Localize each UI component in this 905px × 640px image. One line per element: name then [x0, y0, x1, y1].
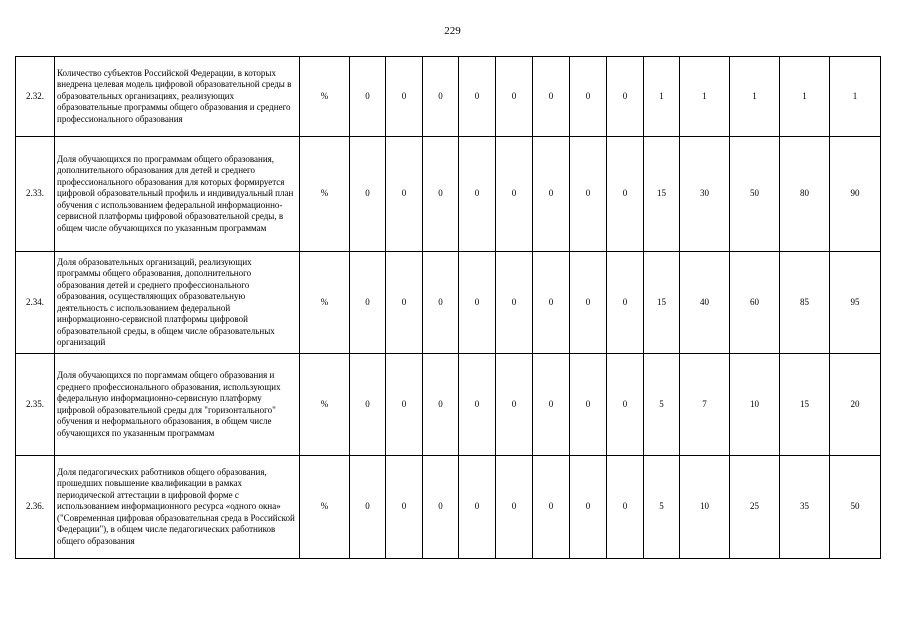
- value-cell: 50: [830, 456, 881, 559]
- value-cell: 30: [680, 137, 730, 252]
- value-cell: 0: [423, 456, 459, 559]
- table-row: [16, 252, 881, 354]
- value-cell: 20: [830, 354, 881, 456]
- row-number: 2.33.: [16, 137, 55, 252]
- table-row: [16, 137, 881, 252]
- value-cell: 60: [730, 252, 780, 354]
- value-cell: 0: [533, 354, 570, 456]
- row-number: 2.34.: [16, 252, 55, 354]
- table-row: [16, 354, 881, 456]
- value-cell: 0: [607, 57, 644, 137]
- value-cell: 1: [830, 57, 881, 137]
- value-cell: 0: [496, 354, 533, 456]
- value-cell: 0: [386, 354, 423, 456]
- table-row: [16, 456, 881, 559]
- value-cell: 0: [533, 137, 570, 252]
- value-cell: 25: [730, 456, 780, 559]
- value-cell: 0: [607, 354, 644, 456]
- unit-cell: %: [300, 57, 350, 137]
- value-cell: 0: [423, 252, 459, 354]
- value-cell: 15: [780, 354, 830, 456]
- value-cell: 1: [780, 57, 830, 137]
- value-cell: 10: [680, 456, 730, 559]
- unit-cell: %: [300, 137, 350, 252]
- value-cell: 0: [350, 137, 386, 252]
- value-cell: 0: [496, 137, 533, 252]
- value-cell: 0: [570, 252, 607, 354]
- value-cell: 0: [386, 252, 423, 354]
- value-cell: 0: [350, 252, 386, 354]
- indicator-description: Количество субъектов Российской Федерации, в которых внедрена целевая модель цифровой образовательной среды в образовательных организациях, реализующих образовательные программы общего образования и среднего профессионального образования: [55, 57, 300, 137]
- value-cell: 0: [423, 57, 459, 137]
- value-cell: 0: [350, 354, 386, 456]
- value-cell: 5: [644, 354, 680, 456]
- value-cell: 0: [570, 137, 607, 252]
- value-cell: 0: [570, 456, 607, 559]
- value-cell: 40: [680, 252, 730, 354]
- row-number: 2.35.: [16, 354, 55, 456]
- value-cell: 95: [830, 252, 881, 354]
- value-cell: 0: [570, 354, 607, 456]
- unit-cell: %: [300, 354, 350, 456]
- indicator-description: Доля обучающихся по программам общего образования, дополнительного образования для детей и среднего профессионального образования для которых формируется цифровой образовательный профиль и индивидуальный план обучения с использованием федеральной информационно-сервисной платформы цифровой образовательной среды, в общем числе обучающихся по указанным программам: [55, 137, 300, 252]
- value-cell: 0: [459, 137, 496, 252]
- indicator-description: Доля обучающихся по поргаммам общего образования и среднего профессионального образования, использующих федеральную информационно-сервисную платформу цифровой образовательной среды для "горизонтального" обучения и неформального образования, в общем числе обучающихся по указанным программам: [55, 354, 300, 456]
- value-cell: 0: [386, 137, 423, 252]
- value-cell: 0: [607, 252, 644, 354]
- value-cell: 15: [644, 137, 680, 252]
- row-number: 2.32.: [16, 57, 55, 137]
- unit-cell: %: [300, 456, 350, 559]
- value-cell: 1: [644, 57, 680, 137]
- value-cell: 0: [459, 456, 496, 559]
- value-cell: 0: [423, 354, 459, 456]
- unit-cell: %: [300, 252, 350, 354]
- value-cell: 0: [533, 456, 570, 559]
- indicators-table: [15, 56, 881, 559]
- indicator-description: Доля образовательных организаций, реализующих программы общего образования, дополнительного образования детей и среднего профессионального образования, осуществляющих образовательную деятельность с использованием федеральной информационно-сервисной платформы цифровой образовательной среды, в общем числе образовательных организаций: [55, 252, 300, 354]
- value-cell: 35: [780, 456, 830, 559]
- value-cell: 0: [350, 57, 386, 137]
- value-cell: 0: [496, 252, 533, 354]
- value-cell: 0: [496, 456, 533, 559]
- value-cell: 0: [533, 252, 570, 354]
- value-cell: 0: [533, 57, 570, 137]
- value-cell: 85: [780, 252, 830, 354]
- value-cell: 0: [607, 456, 644, 559]
- page-number: 229: [444, 25, 461, 37]
- value-cell: 7: [680, 354, 730, 456]
- table-row: [16, 57, 881, 137]
- value-cell: 0: [496, 57, 533, 137]
- value-cell: 1: [680, 57, 730, 137]
- value-cell: 15: [644, 252, 680, 354]
- value-cell: 0: [423, 137, 459, 252]
- value-cell: 80: [780, 137, 830, 252]
- indicator-description: Доля педагогических работников общего образования, прошедших повышение квалификации в рамках периодической аттестации в цифровой форме с использованием информационного ресурса «одного окна» ("Современная цифровая образовательная среда в Российской Федерации"), в общем числе педагогических работников общего образования: [55, 456, 300, 559]
- value-cell: 5: [644, 456, 680, 559]
- value-cell: 1: [730, 57, 780, 137]
- value-cell: 0: [459, 57, 496, 137]
- value-cell: 0: [386, 456, 423, 559]
- value-cell: 50: [730, 137, 780, 252]
- value-cell: 0: [607, 137, 644, 252]
- value-cell: 0: [570, 57, 607, 137]
- row-number: 2.36.: [16, 456, 55, 559]
- value-cell: 0: [386, 57, 423, 137]
- value-cell: 0: [459, 252, 496, 354]
- value-cell: 90: [830, 137, 881, 252]
- value-cell: 10: [730, 354, 780, 456]
- value-cell: 0: [350, 456, 386, 559]
- value-cell: 0: [459, 354, 496, 456]
